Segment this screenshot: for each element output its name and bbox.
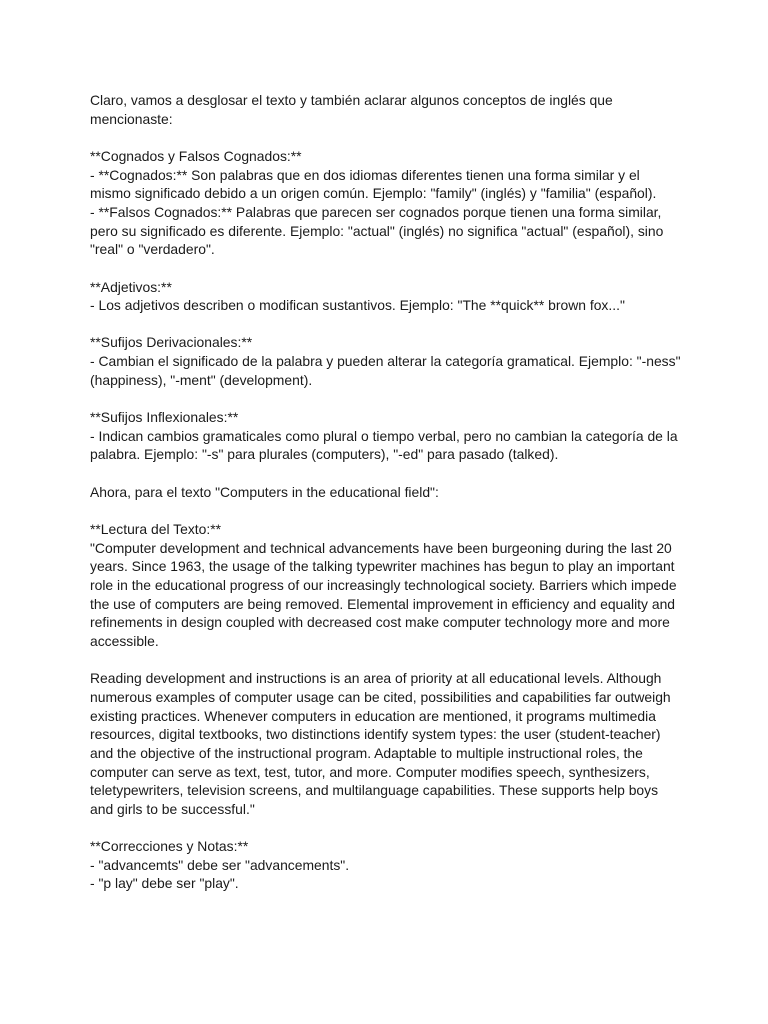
lectura-section xyxy=(90,520,690,651)
correcciones-section xyxy=(90,837,690,893)
transition-paragraph xyxy=(90,483,690,502)
adjetivos-section xyxy=(90,278,690,315)
text-line: role in the educational progress of our increasingly technological society. Barriers which impede xyxy=(90,576,677,593)
text-line: "real" o "verdadero". xyxy=(90,241,215,258)
section-heading: **Sufijos Inflexionales:** xyxy=(90,409,239,426)
section-heading: **Cognados y Falsos Cognados:** xyxy=(90,147,302,164)
cognados-section xyxy=(90,147,690,259)
text-line: the use of computers are being removed. Elemental improvement in efficiency and equality and xyxy=(90,595,676,612)
section-heading: **Correcciones y Notas:** xyxy=(90,838,249,855)
text-line: years. Since 1963, the usage of the talking typewriter machines has begun to play an important xyxy=(90,558,675,575)
text-line: resources, digital textbooks, two distinctions identify system types: the user (student-teacher) xyxy=(90,726,661,743)
text-line: mismo significado debido a un origen común. Ejemplo: "family" (inglés) y "familia" (español). xyxy=(90,185,657,202)
text-line: accessible. xyxy=(90,632,159,649)
intro-paragraph xyxy=(90,91,690,128)
section-heading: **Adjetivos:** xyxy=(90,278,172,295)
text-line: - **Falsos Cognados:** Palabras que parecen ser cognados porque tienen una forma similar, xyxy=(90,203,662,220)
text-line: - Los adjetivos describen o modifican sustantivos. Ejemplo: "The **quick** brown fox..." xyxy=(90,297,625,314)
text-line: - Cambian el significado de la palabra y pueden alterar la categoría gramatical. Ejemplo: "-ness" xyxy=(90,353,681,370)
text-line: Reading development and instructions is an area of priority at all educational levels. Although xyxy=(90,670,662,687)
text-line: "Computer development and technical advancements have been burgeoning during the last 20 xyxy=(90,539,672,556)
document-page xyxy=(90,91,690,912)
text-line: teletypewriters, television screens, and multilanguage capabilities. These supports help boys xyxy=(90,782,659,799)
section-heading: **Sufijos Derivacionales:** xyxy=(90,334,253,351)
text-line: Claro, vamos a desglosar el texto y también aclarar algunos conceptos de inglés que xyxy=(90,92,613,108)
text-line: existing practices. Whenever computers in education are mentioned, it programs multimedia xyxy=(90,707,656,724)
text-line: pero su significado es diferente. Ejemplo: "actual" (inglés) no significa "actual" (español), sino xyxy=(90,222,664,239)
text-line: palabra. Ejemplo: "-s" para plurales (computers), "-ed" para pasado (talked). xyxy=(90,446,559,463)
text-line: - "p lay" debe ser "play". xyxy=(90,875,239,892)
sufijos-inflexionales-section xyxy=(90,408,690,464)
text-line: refinements in design coupled with decreased cost make computer technology more and more xyxy=(90,614,670,631)
text-line: computer can serve as text, test, tutor, and more. Computer modifies speech, synthesizers, xyxy=(90,763,650,780)
text-line: mencionaste: xyxy=(90,110,173,127)
text-line: - **Cognados:** Son palabras que en dos idiomas diferentes tienen una forma similar y el xyxy=(90,166,640,183)
reading-paragraph xyxy=(90,669,690,818)
text-line: (happiness), "-ment" (development). xyxy=(90,371,313,388)
text-line: and the objective of the instructional program. Adaptable to multiple instructional roles, the xyxy=(90,744,643,761)
text-line: - Indican cambios gramaticales como plural o tiempo verbal, pero no cambian la categoría de la xyxy=(90,427,678,444)
text-line: and girls to be successful." xyxy=(90,800,255,817)
text-line: numerous examples of computer usage can be cited, possibilities and capabilities far outweigh xyxy=(90,688,671,705)
text-line: - "advancemts" debe ser "advancements". xyxy=(90,856,350,873)
text-line: Ahora, para el texto "Computers in the educational field": xyxy=(90,483,439,500)
sufijos-derivacionales-section xyxy=(90,333,690,389)
section-heading: **Lectura del Texto:** xyxy=(90,521,222,537)
